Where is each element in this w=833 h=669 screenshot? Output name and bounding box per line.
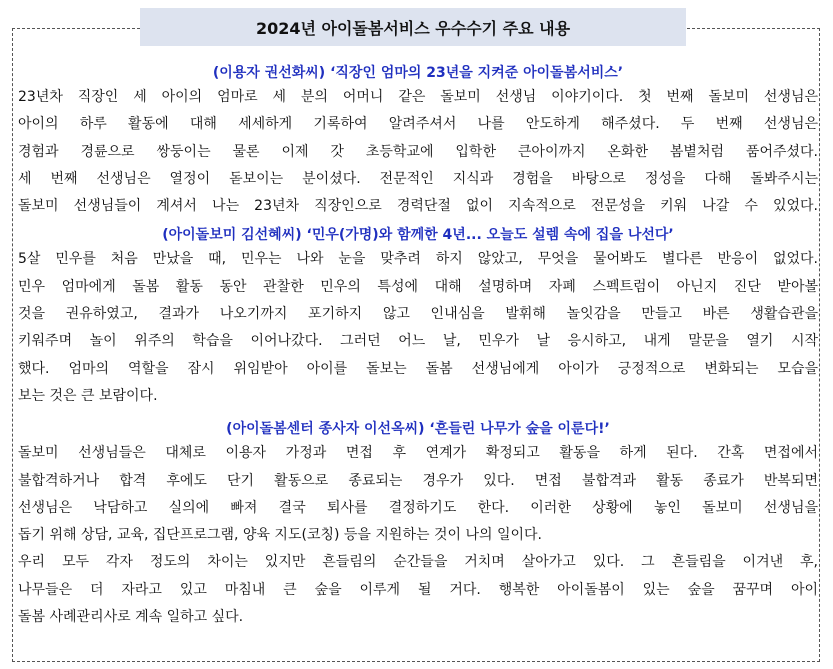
text-line: 세 번째 선생님은 열정이 돋보이는 분이셨다. 전문적인 지식과 경험을 바탕으로 정성을 다해 돌봐주시는 [18,170,818,187]
section-heading: (아이돌봄센터 종사자 이선옥씨) ‘흔들린 나무가 숲을 이룬다!’ [226,421,610,438]
section-body [18,246,818,410]
text-line: 키워주며 놀이 위주의 학습을 이어나갔다. 그러던 어느 날, 민우가 날 응시하고, 내게 말문을 열기 시작 [18,333,818,350]
text-line: 5살 민우를 처음 만났을 때, 민우는 나와 눈을 맞추려 하지 않았고, 무엇을 물어봐도 별다른 반응이 없었다. [18,251,818,268]
text-line: 선생님은 낙담하고 실의에 빠져 결국 퇴사를 결정하기도 한다. 이러한 상황에 놓인 돌보미 선생님을 [18,499,818,516]
text-line: 우리 모두 각자 정도의 차이는 있지만 흔들림의 순간들을 거치며 살아가고 있다. 그 흔들림을 이겨낸 후, [18,554,818,571]
section-caregiver-story [18,224,818,410]
text-line: 것을 권유하였고, 결과가 나오기까지 포기하지 않고 인내심을 발휘해 놀잇감을 만들고 바른 생활습관을 [18,306,818,323]
text-line: 돌보미 선생님들이 계셔서 나는 23년차 직장인으로 경력단절 없이 지속적으로 전문성을 키워 나갈 수 있었다. [18,198,818,215]
text-line: 나무들은 더 자라고 있고 마침내 큰 숲을 이루게 될 거다. 행복한 아이돌봄이 있는 숲을 꿈꾸며 아이 [18,581,818,598]
text-line: 23년차 직장인 세 아이의 엄마로 세 분의 어머니 같은 돌보미 선생님 이야기이다. 첫 번째 돌보미 선생님은 [18,89,818,105]
text-line: 민우 엄마에게 돌봄 활동 동안 관찰한 민우의 특성에 대해 설명하며 자폐 스펙트럼이 아닌지 진단 받아볼 [18,278,818,295]
document-content [18,62,818,631]
text-line: 아이의 하루 활동에 대해 세세하게 기록하여 알려주셔서 나를 안도하게 해주셨다. 두 번째 선생님은 [18,116,818,133]
section-user-story [18,62,818,220]
section-body [18,84,818,220]
text-line: 돕기 위해 상담, 교육, 집단프로그램, 양육 지도(코칭) 등을 지원하는 것이 나의 일이다. [18,527,542,544]
text-line: 돌보미 선생님들은 대체로 이용자 가정과 면접 후 연계가 확정되고 활동을 하게 된다. 간혹 면접에서 [18,445,818,462]
section-heading: (아이돌보미 김선혜씨) ‘민우(가명)와 함께한 4년... 오늘도 설렘 속에 집을 나선다’ [162,227,674,244]
section-heading: (이용자 권선화씨) ‘직장인 엄마의 23년을 지켜준 아이돌봄서비스’ [212,65,624,81]
text-line: 돌봄 사례관리사로 계속 일하고 싶다. [18,609,244,626]
section-center-staff-story [18,418,818,631]
text-line: 보는 것은 큰 보람이다. [18,387,158,404]
text-line: 불합격하거나 합격 후에도 단기 활동으로 종료되는 경우가 있다. 면접 불합격과 활동 종료가 반복되면 [18,472,818,489]
page-title: 2024년 아이돌봄서비스 우수수기 주요 내용 [140,8,686,46]
text-line: 했다. 엄마의 역할을 잠시 위임받아 아이를 돌보는 돌봄 선생님에게 아이가 긍정적으로 변화되는 모습을 [18,360,818,377]
text-line: 경험과 경륜으로 쌍둥이는 물론 이제 갓 초등학교에 입학한 큰아이까지 온화한 봄볕처럼 품어주셨다. [18,143,818,160]
section-body [18,440,818,631]
